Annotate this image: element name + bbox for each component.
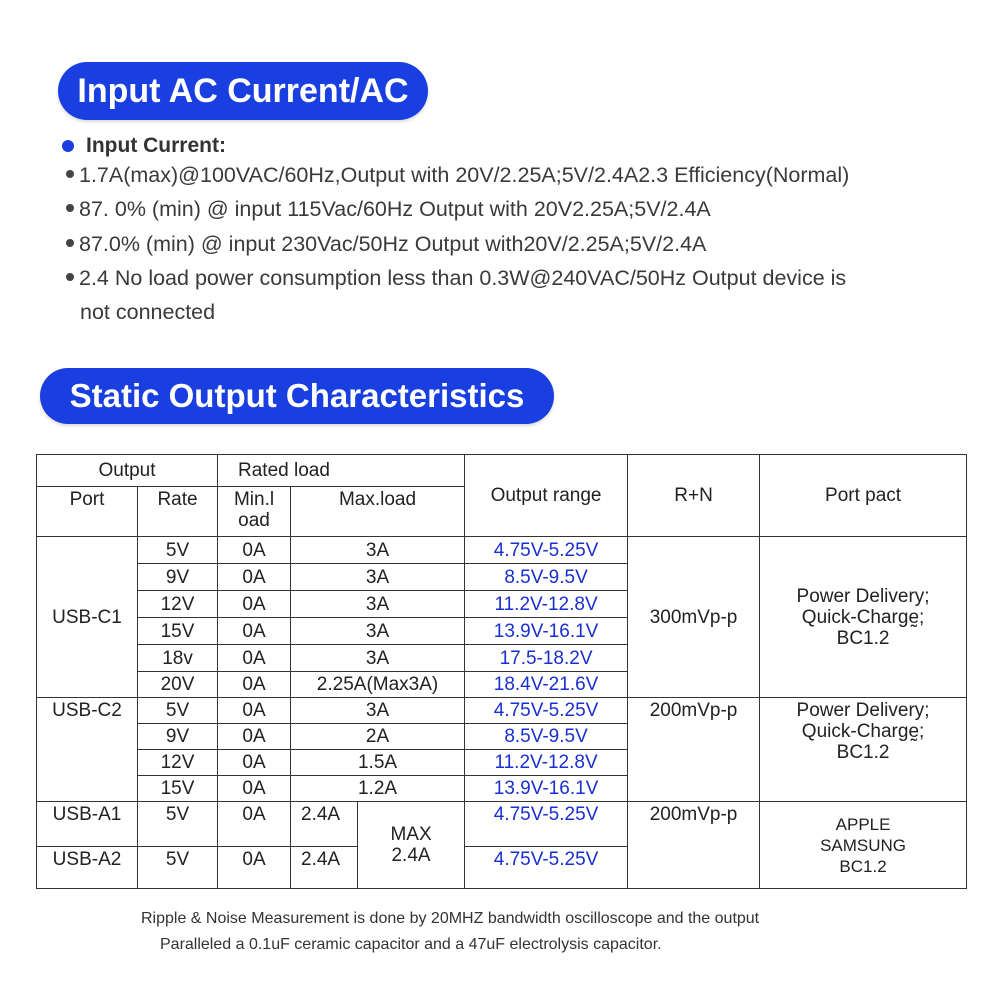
table-row <box>37 698 967 724</box>
port-usb-a2: USB-A2 <box>37 847 138 889</box>
min-load-cell: 0A <box>218 645 291 672</box>
max-load-cell: 3A <box>291 591 465 618</box>
output-range-cell: 18.4V-21.6V <box>465 672 628 698</box>
header-rate: Rate <box>138 487 218 537</box>
rate-cell: 9V <box>138 724 218 750</box>
header-output-range: Output range <box>465 455 628 537</box>
input-line-1: 1.7A(max)@100VAC/60Hz,Output with 20V/2.25A;5V/2.4A2.3 Efficiency(Normal) <box>66 163 849 188</box>
rate-cell: 20V <box>138 672 218 698</box>
min-load-cell: 0A <box>218 802 291 847</box>
rate-cell: 5V <box>138 847 218 889</box>
shared-max-cell: MAX 2.4A <box>358 802 465 889</box>
rate-cell: 9V <box>138 564 218 591</box>
input-line-4: 2.4 No load power consumption less than 0.3W@240VAC/50Hz Output device is <box>66 266 846 291</box>
output-range-cell: 4.75V-5.25V <box>465 698 628 724</box>
bullet-dot-icon <box>66 239 74 247</box>
max-load-cell: 3A <box>291 698 465 724</box>
rate-cell: 12V <box>138 591 218 618</box>
max-load-cell: 2.25A(Max3A) <box>291 672 465 698</box>
static-output-table <box>36 454 967 889</box>
max-load-cell: 3A <box>291 537 465 564</box>
output-range-cell: 4.75V-5.25V <box>465 847 628 889</box>
max-load-cell: 3A <box>291 645 465 672</box>
min-load-cell: 0A <box>218 698 291 724</box>
header-output: Output <box>37 455 218 487</box>
port-usb-c1: USB-C1 <box>37 537 138 698</box>
pact-usb-a: APPLE SAMSUNG BC1.2 <box>760 802 967 889</box>
output-range-cell: 13.9V-16.1V <box>465 618 628 645</box>
max-load-cell: 1.5A <box>291 750 465 776</box>
output-range-cell: 8.5V-9.5V <box>465 724 628 750</box>
header-rated-load: Rated load <box>218 455 465 487</box>
rn-usb-c2: 200mVp-p <box>628 698 760 802</box>
rate-cell: 15V <box>138 618 218 645</box>
header-port-pact: Port pact <box>760 455 967 537</box>
min-load-cell: 0A <box>218 537 291 564</box>
min-load-cell: 0A <box>218 847 291 889</box>
input-current-label: Input Current: <box>86 134 226 157</box>
output-range-cell: 13.9V-16.1V <box>465 776 628 802</box>
rate-cell: 18v <box>138 645 218 672</box>
input-line-2: 87. 0% (min) @ input 115Vac/60Hz Output with 20V2.25A;5V/2.4A <box>66 197 711 222</box>
pact-usb-c1: Power Delivery; Quick-Chargḛ; BC1.2 <box>760 537 967 698</box>
min-load-cell: 0A <box>218 724 291 750</box>
footnote-line-1: Ripple & Noise Measurement is done by 20MHZ bandwidth oscilloscope and the output <box>141 910 760 927</box>
output-range-cell: 11.2V-12.8V <box>465 750 628 776</box>
table-row <box>37 802 967 847</box>
bullet-icon <box>62 140 74 152</box>
bullet-dot-icon <box>66 204 74 212</box>
output-range-cell: 4.75V-5.25V <box>465 537 628 564</box>
max-load-cell: 2.4A <box>291 802 358 847</box>
max-load-cell: 3A <box>291 618 465 645</box>
output-range-cell: 8.5V-9.5V <box>465 564 628 591</box>
input-line-4-continuation: not connected <box>80 300 216 324</box>
footnote-line-2: Paralleled a 0.1uF ceramic capacitor and a 47uF electrolysis capacitor. <box>160 936 662 953</box>
pact-usb-c2: Power Delivery; Quick-Chargḛ; BC1.2 <box>760 698 967 802</box>
rn-usb-c1: 300mVp-p <box>628 537 760 698</box>
min-load-cell: 0A <box>218 750 291 776</box>
section-title-input-ac: Input AC Current/AC <box>58 62 428 120</box>
output-range-cell: 4.75V-5.25V <box>465 802 628 847</box>
bullet-dot-icon <box>66 273 74 281</box>
output-range-cell: 11.2V-12.8V <box>465 591 628 618</box>
max-load-cell: 3A <box>291 564 465 591</box>
port-usb-a1: USB-A1 <box>37 802 138 847</box>
rn-usb-a: 200mVp-p <box>628 802 760 889</box>
input-current-heading <box>62 134 226 158</box>
max-load-cell: 2A <box>291 724 465 750</box>
bullet-dot-icon <box>66 170 74 178</box>
input-line-3: 87.0% (min) @ input 230Vac/50Hz Output with20V/2.25A;5V/2.4A <box>66 232 706 257</box>
rate-cell: 5V <box>138 537 218 564</box>
max-load-cell: 2.4A <box>291 847 358 889</box>
output-range-cell: 17.5-18.2V <box>465 645 628 672</box>
min-load-cell: 0A <box>218 776 291 802</box>
section-title-static-output: Static Output Characteristics <box>40 368 554 424</box>
min-load-cell: 0A <box>218 564 291 591</box>
max-load-cell: 1.2A <box>291 776 465 802</box>
port-usb-c2: USB-C2 <box>37 698 138 802</box>
min-load-cell: 0A <box>218 618 291 645</box>
rate-cell: 5V <box>138 698 218 724</box>
header-min-load: Min.l oad <box>218 487 291 537</box>
rate-cell: 12V <box>138 750 218 776</box>
header-max-load: Max.load <box>291 487 465 537</box>
min-load-cell: 0A <box>218 672 291 698</box>
min-load-cell: 0A <box>218 591 291 618</box>
header-port: Port <box>37 487 138 537</box>
table-row <box>37 537 967 564</box>
rate-cell: 5V <box>138 802 218 847</box>
rate-cell: 15V <box>138 776 218 802</box>
header-rn: R+N <box>628 455 760 537</box>
